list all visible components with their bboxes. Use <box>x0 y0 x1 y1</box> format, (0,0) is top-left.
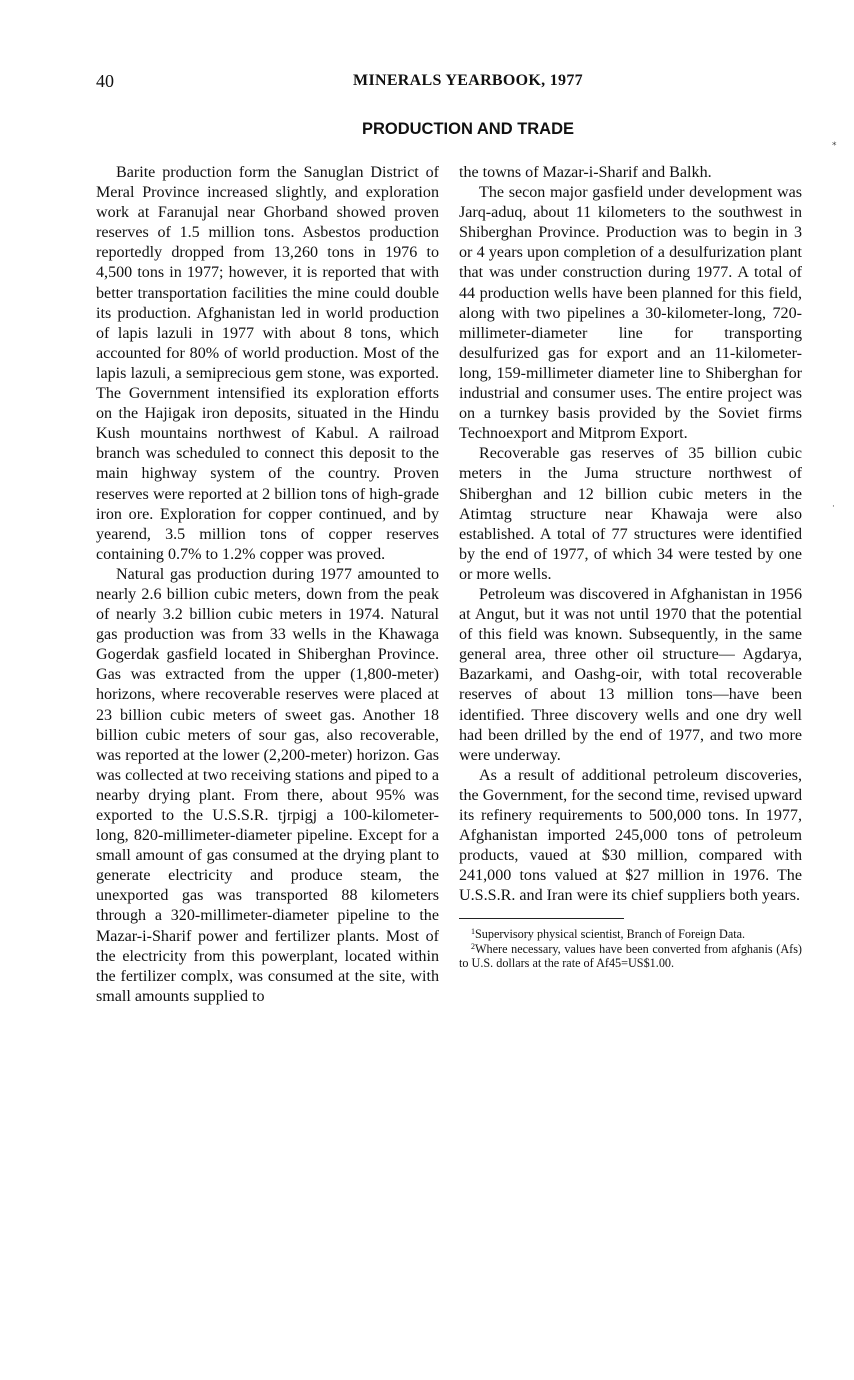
right-column <box>459 163 802 971</box>
scan-speck: · <box>832 502 835 512</box>
paragraph: Barite production form the Sanuglan District of Meral Province increased slightly, and exploration work at Faranujal near Ghorband showed proven reserves of 1.5 million tons. Asbestos production reportedly dropped from 13,260 tons in 1976 to 4,500 tons in 1977; however, it is reported that with better transportation facilities the mine could double its production. Afghanistan led in world production of lapis lazuli in 1977 with about 8 tons, which accounted for 80% of world production. Most of the lapis lazuli, a semiprecious gem stone, was exported. The Government intensified its exploration efforts on the Hajigak iron deposits, situated in the Hindu Kush mountains northwest of Kabul. A railroad branch was scheduled to connect this deposit to the main highway system of the country. Proven reserves were reported at 2 billion tons of high-grade iron ore. Exploration for copper continued, and by yearend, 3.5 million tons of copper reserves containing 0.7% to 1.2% copper was proved. <box>96 164 439 563</box>
footnote <box>459 942 802 971</box>
footnotes <box>459 927 802 971</box>
footnote-mark: 1 <box>471 927 475 937</box>
paragraph: Petroleum was discovered in Afghanistan in 1956 at Angut, but it was not until 1970 that the potential of this field was known. Subsequently, in the same general area, three other oil structure— Agdarya, Bazarkami, and Oashg-oir, with total recoverable reserves of about 13 million tons—have been identified. Three discovery wells and one dry well had been drilled by the end of 1977, and two more were underway. <box>459 585 802 764</box>
paragraph: As a result of additional petroleum discoveries, the Government, for the second time, revised upward its refinery requirements to 500,000 tons. In 1977, Afghanistan imported 245,000 tons of petroleum products, vaued at $30 million, compared with 241,000 tons valued at $27 million in 1976. The U.S.S.R. and Iran were its chief suppliers both years. <box>459 766 802 905</box>
page-number: 40 <box>96 71 114 91</box>
footnote-rule <box>459 918 624 919</box>
paragraph: Natural gas production during 1977 amounted to nearly 2.6 billion cubic meters, down from the peak of nearly 3.2 billion cubic meters in 1974. Natural gas production was from 33 wells in the Khawaga Gogerdak gasfield located in Shiberghan Province. Gas was extracted from the upper (1,800-meter) horizons, where recoverable reserves were placed at 23 billion cubic meters of sweet gas. Another 18 billion cubic meters of sour gas, also recoverable, was reported at the lower (2,200-meter) horizon. Gas was collected at two receiving stations and piped to a nearby drying plant. From there, about 95% was exported to the U.S.S.R. tjrpigj a 100-kilometer-long, 820-millimeter-diameter pipeline. Except for a small amount of gas consumed at the drying plant to generate electricity and produce steam, the unexported gas was transported 88 kilometers through a 320-millimeter-diameter pipeline to the Mazar-i-Sharif power and fertilizer plants. Most of the electricity from this powerplant, located within the fertilizer complx, was consumed at the site, with small amounts supplied to <box>96 565 439 1005</box>
footnote-text: Supervisory physical scientist, Branch of Foreign Data. <box>475 927 746 942</box>
left-column <box>96 163 439 1007</box>
footnote-text: Where necessary, values have been converted from afghanis (Afs) to U.S. dollars at the rate of Af45=US$1.00. <box>459 941 802 971</box>
section-title: PRODUCTION AND TRADE <box>361 120 575 138</box>
footnote <box>459 927 802 942</box>
journal-title: MINERALS YEARBOOK, 1977 <box>353 72 583 89</box>
running-head <box>96 71 800 93</box>
paragraph: The secon major gasfield under development was Jarq-aduq, about 11 kilometers to the southwest in Shiberghan Province. Production was to begin in 3 or 4 years upon completion of a desulfurization plant that was under construction during 1977. A total of 44 production wells have been planned for this field, along with two pipelines a 30-kilometer-long, 720-millimeter-diameter line for transporting desulfurized gas for export and an 11-kilometer-long, 159-millimeter diameter line to Shiberghan for industrial and consumer uses. The entire project was on a turnkey basis provided by the Soviet firms Technoexport and Mitprom Export. <box>459 184 802 443</box>
footnote-mark: 2 <box>471 941 475 951</box>
paragraph-continuation: the towns of Mazar-i-Sharif and Balkh. <box>459 164 712 181</box>
paragraph: Recoverable gas reserves of 35 billion cubic meters in the Juma structure northwest of Shiberghan and 12 billion cubic meters in the Atimtag structure near Khawaja were also established. A total of 77 structures were identified by the end of 1977, of which 34 were tested by one or more wells. <box>459 445 802 583</box>
scan-speck: * <box>832 141 837 151</box>
